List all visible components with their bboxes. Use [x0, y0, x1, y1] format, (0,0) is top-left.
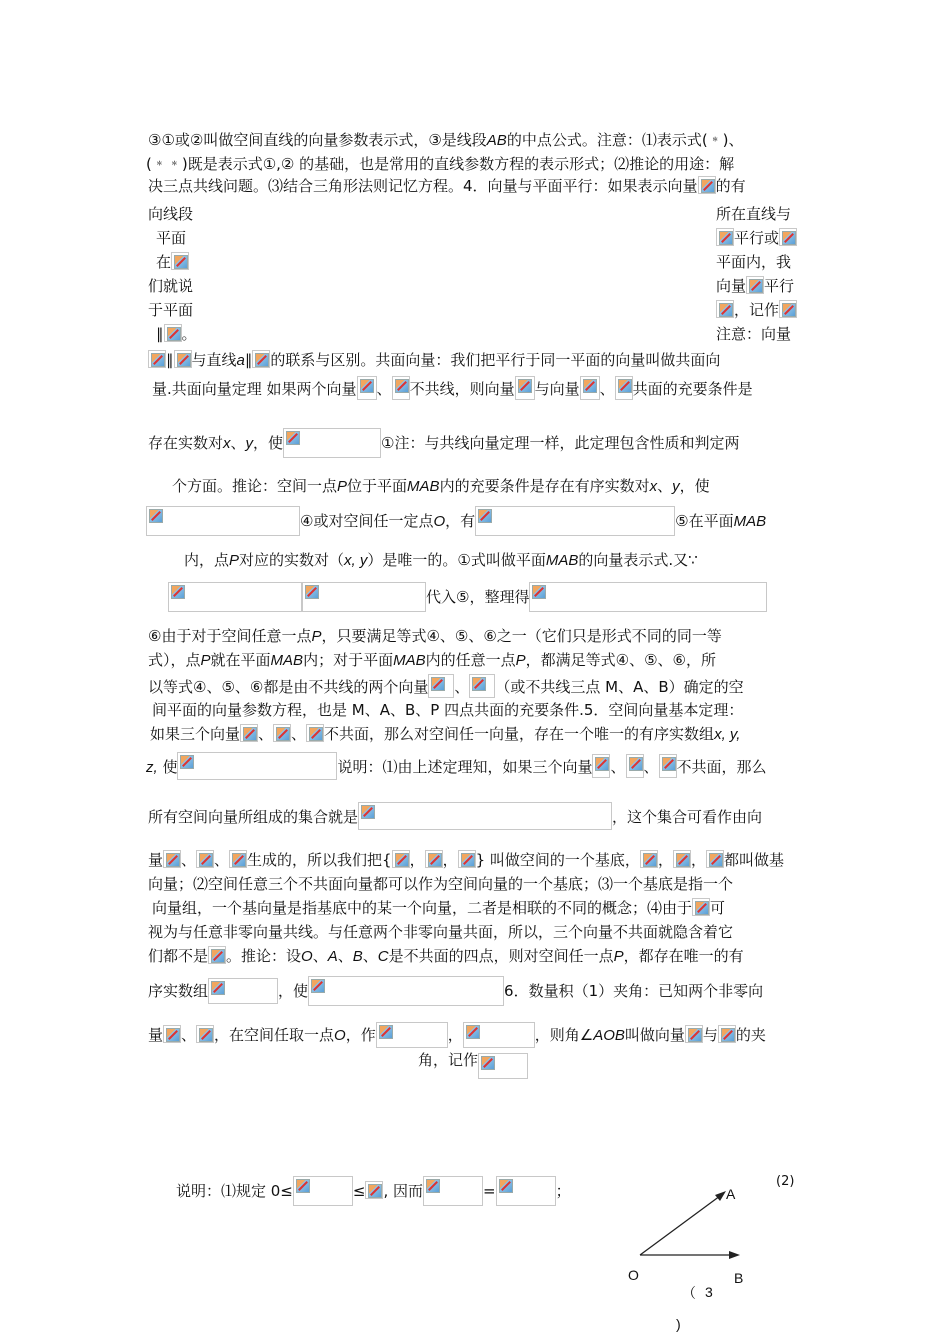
text: 在: [156, 253, 172, 271]
text-line: [148, 626, 722, 647]
text-line: [156, 324, 197, 344]
formula-image-icon: [716, 228, 734, 246]
text: ，记作: [734, 301, 780, 319]
text: x, y: [344, 552, 368, 569]
point-label-o: O: [628, 1267, 639, 1283]
point-label-b: B: [734, 1270, 744, 1286]
text-line: [146, 154, 734, 174]
formula-image-icon: [168, 582, 302, 612]
text-line: [148, 350, 720, 371]
formula-image-icon: [357, 376, 377, 400]
text: 内；对于平面: [303, 651, 394, 669]
text: P: [200, 652, 211, 669]
text: 们都不是: [148, 947, 209, 965]
text: 不共线，则向量: [409, 380, 515, 398]
text: P: [337, 478, 348, 495]
text: x, y,: [714, 726, 741, 743]
text: P: [311, 628, 322, 645]
text: 向量；⑵空间任意三个不共面向量都可以作为空间向量的一个基底；⑶一个基底是指一个: [148, 875, 734, 893]
formula-image-icon: [718, 1025, 736, 1043]
point-label-a: A: [726, 1186, 736, 1202]
text: 、: [258, 725, 274, 743]
text-line: [148, 674, 744, 698]
formula-image-icon: [779, 228, 797, 246]
text-line: [148, 1022, 766, 1048]
text: ∥: [156, 325, 164, 343]
text: 内，点: [184, 551, 230, 569]
text: O: [301, 948, 313, 965]
text: 与: [702, 1026, 718, 1044]
formula-image-icon: [640, 850, 658, 868]
formula-image-icon: [148, 350, 166, 368]
text: 使: [162, 758, 178, 776]
text-line: [148, 130, 744, 151]
text: 量: [148, 851, 164, 869]
text-line: [148, 650, 716, 671]
text: ①注：与共线向量定理一样，此定理包含性质和判定两: [381, 434, 740, 452]
text: 就在平面: [210, 651, 271, 669]
text: ④或对空间任一定点: [300, 512, 434, 530]
text: 向量组，一个基向量是指基底中的某一个向量，二者是相联的不同的概念；⑷由于: [152, 899, 693, 917]
text-line: [152, 376, 753, 400]
formula-image-icon: [478, 1053, 528, 1079]
formula-image-icon: [308, 976, 504, 1006]
text: (﹡﹡)既是表示式①,② 的基础，也是常用的直线参数方程的表示形式；⑵推论的用途：解: [146, 155, 735, 173]
text: 、: [230, 434, 246, 452]
text: ∥: [244, 351, 253, 369]
text: 与直线: [191, 351, 237, 369]
caption-paren-close: ): [676, 1316, 681, 1332]
formula-image-icon: [177, 752, 337, 780]
text: } 叫做空间的一个基底，: [475, 851, 640, 869]
formula-image-icon: [365, 1181, 383, 1199]
text: 与向量: [534, 380, 580, 398]
text: ≤: [352, 1182, 366, 1200]
text: AOB: [593, 1027, 625, 1044]
text-line: [184, 550, 698, 571]
text: ，在空间任取一点: [214, 1026, 335, 1044]
text: P: [515, 652, 526, 669]
text: z,: [146, 759, 158, 776]
text: AB: [486, 132, 507, 149]
text-line: [148, 850, 784, 870]
text: ，: [409, 851, 425, 869]
formula-image-icon: [252, 350, 270, 368]
text-line: [146, 506, 766, 536]
formula-image-icon: [463, 1022, 535, 1048]
text: ，作: [345, 1026, 376, 1044]
text: x: [223, 435, 231, 452]
formula-image-icon: [163, 850, 181, 868]
text: 所在直线与: [716, 205, 792, 223]
text: 序实数组: [148, 982, 209, 1000]
text: 不共面，那么对空间任一向量，存在一个唯一的有序实数组: [324, 725, 715, 743]
text: y: [245, 435, 254, 452]
formula-image-icon: [196, 850, 214, 868]
formula-image-icon: [283, 428, 381, 458]
text: 是不共面的四点，则对空间任一点: [388, 947, 614, 965]
text: ⑤在平面: [675, 512, 734, 530]
arrowhead-b-icon: [729, 1251, 740, 1259]
text: 的联系与区别。共面向量：我们把平行于同一平面的向量叫做共面向: [270, 351, 721, 369]
text-line: [148, 176, 746, 196]
text: 们就说: [148, 277, 194, 295]
formula-image-icon: [392, 376, 410, 400]
formula-image-icon: [240, 724, 258, 742]
text: O: [334, 1027, 346, 1044]
text-line: [168, 582, 767, 612]
text: P: [613, 948, 624, 965]
caption-number: 3: [705, 1284, 713, 1300]
text: 都叫做基: [723, 851, 784, 869]
text: 叫做向量: [624, 1026, 685, 1044]
text: y: [672, 478, 680, 495]
text-line: [148, 922, 733, 942]
text: MAB: [733, 513, 767, 530]
text: 可: [710, 899, 726, 917]
formula-image-icon: [469, 674, 495, 698]
text: ，则角∠: [534, 1026, 594, 1044]
text: C: [377, 948, 389, 965]
text: 、: [657, 477, 673, 495]
text: 不共面，那么: [676, 758, 767, 776]
text: 、: [362, 947, 378, 965]
text: ⑥由于对于空间任意一点: [148, 627, 312, 645]
text: MAB: [407, 478, 440, 495]
text-line: [152, 700, 743, 720]
formula-image-icon: [171, 252, 189, 270]
text-line: [148, 874, 733, 894]
formula-image-icon: [428, 674, 454, 698]
formula-image-icon: [659, 754, 677, 778]
text: 位于平面: [347, 477, 408, 495]
formula-image-icon: [698, 176, 716, 194]
formula-image-icon: [716, 300, 734, 318]
text: ，这个集合可看作由向: [612, 808, 763, 826]
caption-paren-open: （: [682, 1285, 696, 1301]
formula-image-icon: [496, 1176, 556, 1206]
formula-image-icon: [229, 850, 247, 868]
formula-image-icon: [306, 724, 324, 742]
text: MAB: [393, 652, 426, 669]
text: 个方面。推论：空间一点: [172, 477, 338, 495]
text: ③①或②叫做空间直线的向量参数表示式，③是线段: [148, 131, 487, 149]
formula-image-icon: [592, 754, 610, 778]
formula-image-icon: [358, 802, 612, 830]
text: 平行或: [734, 229, 780, 247]
formula-image-icon: [692, 898, 710, 916]
text: 向量: [716, 277, 747, 295]
text: 向线段: [148, 205, 194, 223]
text: MAB: [270, 652, 304, 669]
formula-image-icon: [458, 850, 476, 868]
text: ，使: [679, 477, 710, 495]
text: 代入⑤，整理得: [426, 588, 530, 606]
formula-image-icon: [273, 724, 291, 742]
text: 、: [181, 851, 197, 869]
text: 式），点: [148, 651, 201, 669]
text: ）是唯一的。①式叫做平面: [367, 551, 546, 569]
text: ，: [657, 851, 673, 869]
text: A: [327, 948, 338, 965]
text: 平面内，我: [716, 253, 792, 271]
formula-image-icon: [425, 850, 443, 868]
text-line: [148, 946, 744, 967]
formula-image-icon: [475, 506, 675, 536]
text: 、: [610, 758, 626, 776]
formula-image-icon: [293, 1176, 353, 1206]
vector-oa-line: [640, 1193, 724, 1255]
text: ；: [555, 1182, 571, 1200]
text: ，使: [278, 982, 309, 1000]
formula-image-icon: [706, 850, 724, 868]
formula-image-icon: [392, 850, 410, 868]
text: 平面: [156, 229, 187, 247]
text: 共面的充要条件是: [632, 380, 753, 398]
text: a: [236, 352, 245, 369]
text: ，都存在唯一的有: [623, 947, 744, 965]
text: 量: [148, 1026, 164, 1044]
text: P: [229, 552, 240, 569]
text: 内的任意一点: [425, 651, 516, 669]
formula-image-icon: [779, 300, 797, 318]
text: 如果三个向量: [150, 725, 241, 743]
text-line: [146, 752, 767, 780]
text-line: [150, 724, 740, 745]
text: 视为与任意非零向量共线。与任意两个非零向量共面，所以，三个向量不共面就隐含着它: [148, 923, 734, 941]
formula-image-icon: [196, 1025, 214, 1043]
text: 说明：⑴规定 0≤: [176, 1182, 293, 1200]
text: ，使: [253, 434, 284, 452]
text: =: [483, 1182, 496, 1200]
text: ，只要满足等式④、⑤、⑥之一（它们只是形式不同的同一等: [321, 627, 722, 645]
text: ，都满足等式④、⑤、⑥，所: [525, 651, 716, 669]
formula-image-icon: [746, 276, 764, 294]
text: 间平面的向量参数方程，也是 M、A、B、P 四点共面的充要条件.5．空间向量基本定理：: [152, 701, 744, 719]
text: MAB: [545, 552, 579, 569]
text: 、: [454, 678, 470, 696]
text: 的有: [715, 177, 746, 195]
text: 于平面: [148, 301, 194, 319]
text-line: [156, 252, 189, 272]
text: 、: [599, 380, 615, 398]
text: （或不共线三点 M、A、B）确定的空: [495, 678, 744, 696]
text: ∥: [166, 351, 174, 369]
text: 决三点共线问题。⑶结合三角形法则记忆方程。4．向量与平面平行：如果表示向量: [148, 177, 698, 195]
text-line: [716, 228, 797, 248]
text: (2): [776, 1174, 795, 1189]
formula-image-icon: [615, 376, 633, 400]
text: ，: [690, 851, 706, 869]
formula-image-icon: [174, 350, 192, 368]
text-line: [176, 1176, 571, 1206]
formula-image-icon: [208, 978, 278, 1004]
text-line: [152, 898, 725, 918]
text-line: [716, 300, 797, 320]
text: ，: [447, 1026, 463, 1044]
formula-image-icon: [164, 324, 182, 342]
text-line: [148, 976, 763, 1006]
text-line: [172, 476, 710, 497]
text: 、: [312, 947, 328, 965]
formula-image-icon: [529, 582, 767, 612]
arrowhead-a-icon: [715, 1191, 726, 1201]
formula-image-icon: [673, 850, 691, 868]
text: 、: [214, 851, 230, 869]
formula-image-icon: [146, 506, 300, 536]
formula-image-icon: [208, 946, 226, 964]
text: ，: [442, 851, 458, 869]
text: 、: [181, 1026, 197, 1044]
text: x: [649, 478, 658, 495]
formula-image-icon: [580, 376, 600, 400]
text: 、: [643, 758, 659, 776]
text: 6．数量积（1）夹角：已知两个非零向: [504, 982, 764, 1000]
formula-image-icon: [423, 1176, 483, 1206]
text: 的夹: [735, 1026, 766, 1044]
formula-image-icon: [685, 1025, 703, 1043]
text: 的中点公式。注意：⑴表示式(﹡)、: [506, 131, 744, 149]
text: 的向量表示式.又∵: [578, 551, 698, 569]
text-line: [148, 428, 740, 458]
formula-image-icon: [302, 582, 426, 612]
text: 。: [181, 325, 197, 343]
text: 注意：向量: [716, 325, 792, 343]
text-line: [418, 1050, 528, 1079]
text: 以等式④、⑤、⑥都是由不共线的两个向量: [148, 678, 429, 696]
formula-image-icon: [626, 754, 644, 778]
text: 所有空间向量所组成的集合就是: [148, 808, 359, 826]
text: 量.共面向量定理 如果两个向量: [152, 380, 357, 398]
text: 内的充要条件是存在有序实数对: [439, 477, 650, 495]
text: 角，记作: [418, 1051, 479, 1069]
text: 生成的，所以我们把{: [247, 851, 392, 869]
text-line: [716, 276, 794, 296]
text: O: [433, 513, 446, 530]
text: 存在实数对: [148, 434, 224, 452]
text: B: [352, 948, 363, 965]
text: , 因而: [383, 1182, 424, 1200]
formula-image-icon: [515, 376, 535, 400]
text: 对应的实数对（: [239, 551, 345, 569]
text: 平行: [764, 277, 795, 295]
formula-image-icon: [163, 1025, 181, 1043]
text: 、: [291, 725, 307, 743]
text: 、: [337, 947, 353, 965]
text: 。推论：设: [226, 947, 302, 965]
formula-image-icon: [376, 1022, 448, 1048]
text-line: [148, 802, 762, 830]
text: ，有: [445, 512, 476, 530]
text: 、: [376, 380, 392, 398]
text: 说明：⑴由上述定理知，如果三个向量: [337, 758, 593, 776]
